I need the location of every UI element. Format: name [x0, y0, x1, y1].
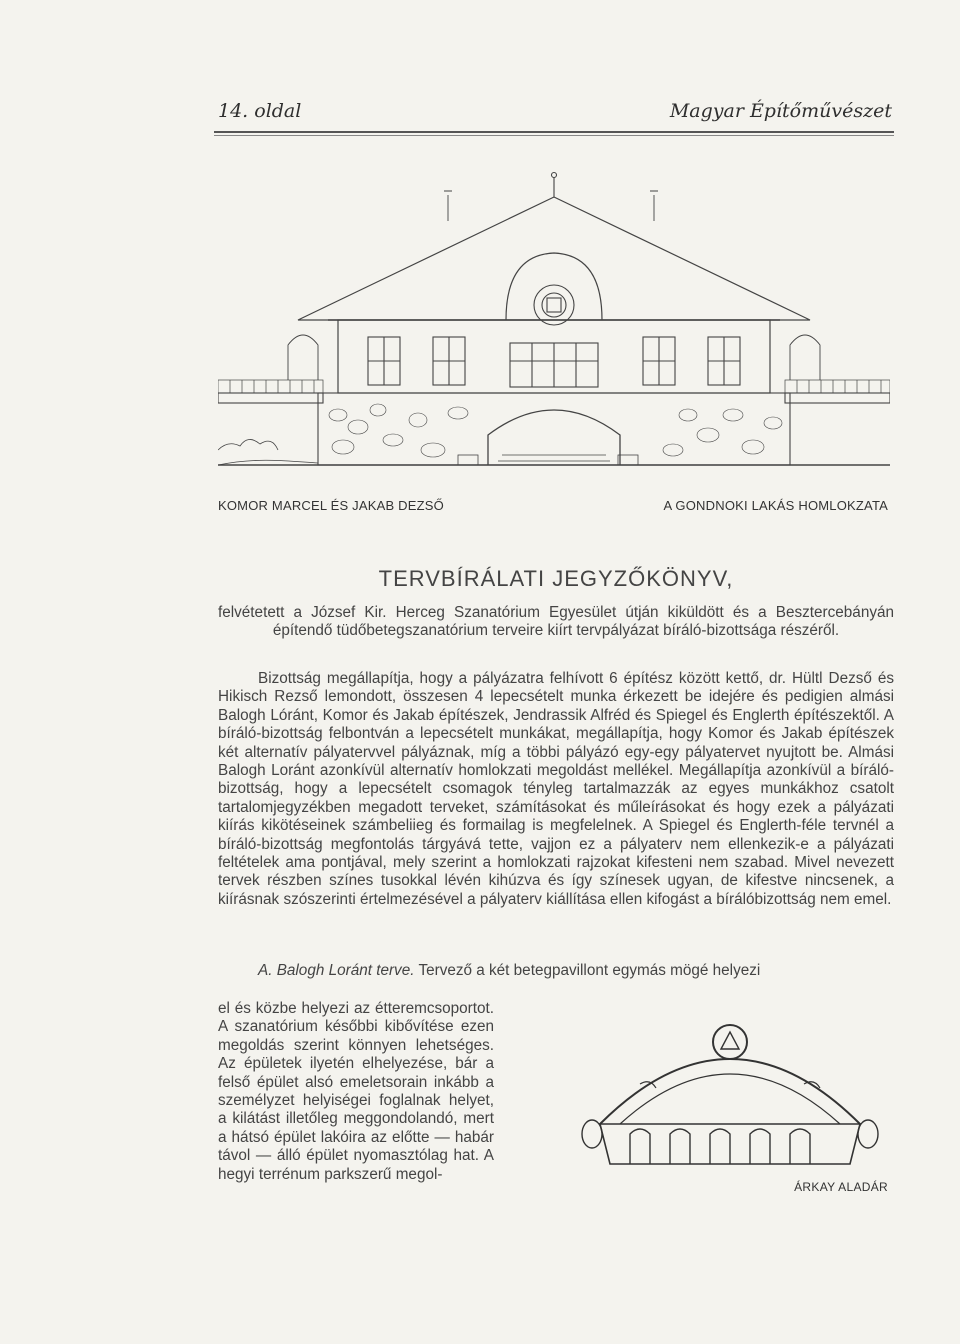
subsection-heading: A. Balogh Loránt terve.: [258, 962, 415, 979]
building-facade-drawing: [218, 165, 890, 485]
journal-title: Magyar Építőművészet: [669, 100, 892, 122]
header-rule: [214, 131, 894, 133]
ornament-caption: ÁRKAY ALADÁR: [794, 1180, 888, 1194]
figure-caption-architects: KOMOR MARCEL ÉS JAKAB DEZSŐ: [218, 498, 444, 513]
ornament-drawing: [580, 1014, 880, 1170]
article-narrow-column: el és közbe helyezi az étteremcsoportot. A szanatórium későbbi kibővítése ezen megoldás szerint könnyen lehetséges. Az épületek ilyetén elhelyezése, bár a felső épület alsó emeletsorain inkább a személyzet helyiségei foglalnak helyet, a kilátást illetőleg meggondolandó, mert a hátsó épület lakóira az előtte — habár távol — álló épület nyomasztólag hat. A hegyi terrénum parkszerű megol-: [218, 1000, 494, 1183]
figure-caption-title: A GONDNOKI LAKÁS HOMLOKZATA: [663, 498, 888, 513]
header-rule-thin: [214, 135, 894, 136]
article-subsection: [218, 962, 894, 980]
page-number: 14. oldal: [218, 100, 302, 122]
article-title: TERVBÍRÁLATI JEGYZŐKÖNYV,: [378, 566, 734, 591]
article-paragraph: Bizottság megállapítja, hogy a pályázatra felhívott 6 építész között kettő, dr. Hültl Dezső és Hikisch Rezső lemondott, összesen 4 lepecsételt munka érkezett be idejére és pedigien almási Balogh Lóránt, Komor és Jakab építészek, Jendrassik Alfréd és Spiegel és Englerth építészektől. A bíráló-bizottság felbontván a lepecsételt munkákat, megállapítja, hogy Komor és Jakab építészek két alternatív pályatervvel pályáznak, míg a többi pályázó egy-egy pályatervet nyujtott be. Almási Balogh Loránt azonkívül alternatív homlokzati megoldást mellékel. Megállapítja azonkívül a bíráló-bizottság, hogy a lepecsételt csomagok tényleg tartalmazzák az egyes munkákhoz csatolt tartalomjegyzékben megadott terveket, számításokat és műleírásokat és hogy ezek a pályázati kiírás kikötéseinek számbeliieg és formailag is megfelelnek. A Spiegel és Englerth-féle tervnél a bíráló-bizottság megfontolás tárgyává tette, vajjon ez a pályaterv nem ellenkezik-e a pályázati feltételek ama pontjával, mely szerint a homlokzati rajzokat kifesteni nem szabad. Mivel nevezett tervek részben színes tusokkal lévén kihúzva és így színesek ugyan, de kifestve nincsenek, a kiírásnak szószerinti értelmezésével a pályaterv kiállítása ellen kifogást a bírálóbizottság nem emel.: [218, 670, 894, 908]
subsection-text-start: Tervező a két betegpavillont egymás mögé helyezi: [418, 962, 761, 979]
article-intro: felvétetett a József Kir. Herceg Szanatórium Egyesület útján kiküldött és a Besztercebányán építendő tüdőbetegszanatórium terveire kiírt tervpályázat bíráló-bizottsága részéről.: [218, 604, 894, 640]
